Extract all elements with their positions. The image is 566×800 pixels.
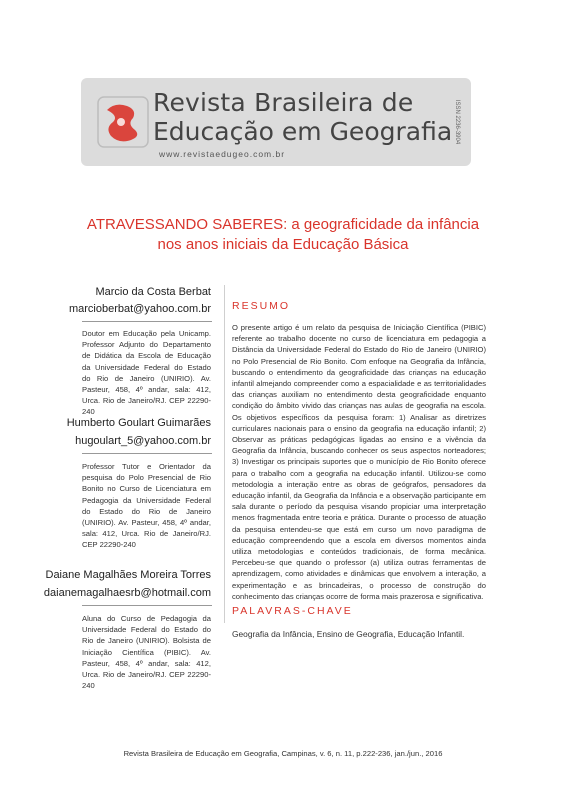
- author-name: Marcio da Costa Berbat: [95, 286, 211, 298]
- journal-issn: ISSN 2236-3904: [454, 99, 460, 145]
- journal-logo-icon: [97, 96, 149, 148]
- author-divider: [82, 321, 212, 322]
- author-email[interactable]: daianemagalhaesrb@hotmail.com: [43, 587, 211, 599]
- journal-url[interactable]: www.revistaedugeo.com.br: [159, 149, 286, 159]
- author-divider: [82, 605, 212, 606]
- author-bio: Professor Tutor e Orientador da pesquisa do Polo Presencial de Rio Bonito no Curso de Licenciatura em Pedagogia da Universidade Federal do Estado do Rio de Janeiro (UNIRIO). Av. Pasteur, 458, 4º andar, sala: 412, Urca. Rio de Janeiro/RJ. CEP 22290-240: [82, 462, 211, 550]
- journal-title-line2: Educação em Geografia: [153, 117, 453, 146]
- author-bio: Aluna do Curso de Pedagogia da Universidade Federal do Estado do Rio de Janeiro (UNIRIO). Bolsista de Iniciação Científica (PIBIC). Av. Pasteur, 458, 4º andar, sala: 412, Urca. Rio de Janeiro/RJ. CEP 22290-240: [82, 614, 211, 691]
- article-title-line1: ATRAVESSANDO SABERES: a geograficidade da infância: [86, 216, 480, 233]
- abstract-heading: RESUMO: [232, 300, 291, 312]
- abstract-text: O presente artigo é um relato da pesquisa de Iniciação Científica (PIBIC) referente ao trabalho docente no curso de licenciatura em pedagogia a Distância da Universidade Federal do Estado do Rio de Janeiro (UNIRIO) no Polo Presencial de Rio Bonito. Com enfoque na Geografia da Infância, buscando o entendimento da geograficidade das crianças na educação infantil almejando compreender como a espacialidade e as territorialidades das crianças auxiliam no entendimento desta geograficidade enquanto condição do âmbito vivido das crianças nas aulas de geografia na escola. Os objetivos específicos da pesquisa foram: 1) Analisar as diretrizes curriculares nacionais para o ensino da geografia na educação infantil; 2) Observar as práticas pedagógicas ligadas ao ensino e a vivência da Geografia da Infância, buscando conhecer os seus aspectos norteadores; 3) Investigar os principais suportes que o município de Rio Bonito oferece para o trabalho com a geografia na educação infantil. Utilizou-se como metodologia a interação entre as obras de geógrafos, pensadores da educação infantil, da Geografia da Infância e a observação participante em sala durante o período da pesquisa visando propiciar uma interpretação menos fragmentada entre teoria e prática. Durante o processo de atuação da pesquisa entendeu-se que está em curso um novo paradigma de educação compreendendo que a escola em diversos momentos ainda utiliza metodologias e conteúdos tradicionais, de forma mecânica. Percebeu-se que quando o professor (a) utiliza outras ferramentas de aprendizagem, como atividades e dinâmicas que envolvem a interação, a experimentação e as brincadeiras, o processo de construção do conhecimento das crianças ocorre de forma mais prazerosa e significativa.: [232, 323, 486, 601]
- journal-banner: [81, 78, 471, 166]
- author-divider: [82, 453, 212, 454]
- article-title-line2: nos anos iniciais da Educação Básica: [157, 236, 409, 253]
- keywords-text: Geografia da Infância, Ensino de Geografia, Educação Infantil.: [232, 629, 465, 639]
- author-bio: Doutor em Educação pela Unicamp. Professor Adjunto do Departamento de Didática da Escola de Educação da Universidade Federal do Estado do Rio de Janeiro (UNIRIO). Av. Pasteur, 458, 4º andar, sala: 412, Urca. Rio de Janeiro/RJ. CEP 22290-240: [82, 329, 211, 417]
- column-divider: [224, 285, 225, 623]
- keywords-heading: PALAVRAS-CHAVE: [232, 605, 353, 617]
- author-email[interactable]: marcioberbat@yahoo.com.br: [68, 303, 211, 315]
- journal-title-line1: Revista Brasileira de: [153, 88, 414, 117]
- page-footer: Revista Brasileira de Educação em Geografia, Campinas, v. 6, n. 11, p.222-236, jan./jun., 2016: [123, 749, 443, 758]
- author-name: Humberto Goulart Guimarães: [66, 417, 211, 429]
- author-name: Daiane Magalhães Moreira Torres: [45, 569, 211, 581]
- author-email[interactable]: hugoulart_5@yahoo.com.br: [75, 435, 211, 447]
